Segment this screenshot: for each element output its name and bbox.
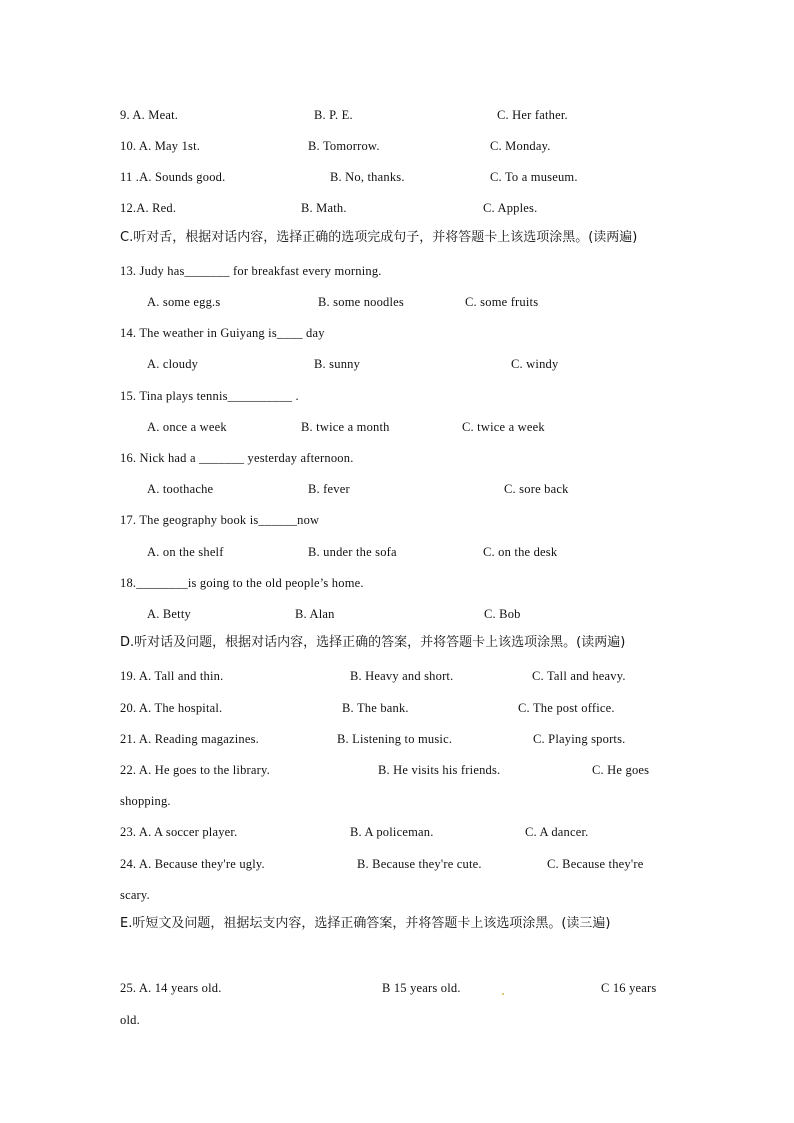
question-option-a: 19. A. Tall and thin.: [120, 669, 224, 683]
question-option-a: 24. A. Because they're ugly.: [120, 857, 265, 871]
question-option-b: B. some noodles: [318, 295, 404, 309]
question-option-b: B. The bank.: [342, 701, 409, 715]
question-option-a: A. toothache: [147, 482, 214, 496]
question-option-a: 9. A. Meat.: [120, 108, 179, 122]
question-option-c: C. Playing sports.: [533, 732, 626, 746]
question-stem: 16. Nick had a _______ yesterday afternoon.: [120, 451, 354, 465]
question-option-a: 11 .A. Sounds good.: [120, 170, 226, 184]
question-stem: scary.: [120, 888, 150, 902]
question-stem: shopping.: [120, 794, 171, 808]
question-option-c: C. To a museum.: [490, 170, 578, 184]
question-option-c: C. some fruits: [465, 295, 539, 309]
question-option-a: 23. A. A soccer player.: [120, 825, 238, 839]
question-option-a: A. Betty: [147, 607, 191, 621]
question-option-b: B. twice a month: [301, 420, 390, 434]
question-option-c: C. The post office.: [518, 701, 615, 715]
question-option-c: C. sore back: [504, 482, 569, 496]
question-option-a: A. cloudy: [147, 357, 199, 371]
section-heading: E.听短文及问题，祖据坛支内容，选择正确答案，并将答题卡上该选项涂黑。(读三遍): [120, 916, 611, 931]
question-stem: 14. The weather in Guiyang is____ day: [120, 326, 325, 340]
question-stem: 17. The geography book is______now: [120, 513, 320, 527]
question-option-c: C. Bob: [484, 607, 521, 621]
question-option-b: B. Tomorrow.: [308, 139, 380, 153]
section-heading: C.听对舌，根据对话内容，选择正确的选项完成句子，并将答题卡上该选项涂黑。(读两遍): [120, 230, 638, 245]
question-option-c: C. on the desk: [483, 545, 558, 559]
question-option-b: B. fever: [308, 482, 350, 496]
question-option-b: B. Because they're cute.: [357, 857, 482, 871]
question-option-a: 22. A. He goes to the library.: [120, 763, 270, 777]
question-option-b: B. Listening to music.: [337, 732, 453, 746]
question-option-a: 12.A. Red.: [120, 201, 177, 215]
question-option-c: C. windy: [511, 357, 559, 371]
question-option-a: 25. A. 14 years old.: [120, 981, 222, 995]
question-option-b: B. P. E.: [314, 108, 353, 122]
question-option-c: C. Monday.: [490, 139, 551, 153]
question-option-b: B. A policeman.: [350, 825, 434, 839]
question-stem: 13. Judy has_______ for breakfast every morning.: [120, 264, 382, 278]
question-option-c: C. A dancer.: [525, 825, 589, 839]
question-option-a: 20. A. The hospital.: [120, 701, 223, 715]
question-option-a: A. once a week: [147, 420, 227, 434]
question-option-b: B. Alan: [295, 607, 335, 621]
question-option-c: C. Her father.: [497, 108, 568, 122]
question-option-c: C. Tall and heavy.: [532, 669, 626, 683]
question-option-c: C 16 years: [601, 981, 657, 995]
section-heading: D.听对话及问题，根据对话内容，选择正确的答案，并将答题卡上该选项涂黑。(读两遍): [120, 635, 626, 650]
question-option-c: C. Because they're: [547, 857, 644, 871]
question-stem: 15. Tina plays tennis__________ .: [120, 389, 299, 403]
question-option-b: B. He visits his friends.: [378, 763, 501, 777]
question-option-b: B. Heavy and short.: [350, 669, 454, 683]
question-option-b: B. sunny: [314, 357, 361, 371]
question-stem: old.: [120, 1013, 140, 1027]
question-option-c: C. Apples.: [483, 201, 538, 215]
question-option-a: A. on the shelf: [147, 545, 224, 559]
question-option-a: 10. A. May 1st.: [120, 139, 201, 153]
question-option-b: B. Math.: [301, 201, 347, 215]
stray-mark: [502, 993, 504, 995]
question-option-b: B. under the sofa: [308, 545, 397, 559]
question-option-c: C. twice a week: [462, 420, 545, 434]
question-option-b: B. No, thanks.: [330, 170, 405, 184]
question-stem: 18.________is going to the old people’s home.: [120, 576, 364, 590]
question-option-a: 21. A. Reading magazines.: [120, 732, 259, 746]
question-option-c: C. He goes: [592, 763, 650, 777]
question-option-a: A. some egg.s: [147, 295, 221, 309]
question-option-b: B 15 years old.: [382, 981, 461, 995]
